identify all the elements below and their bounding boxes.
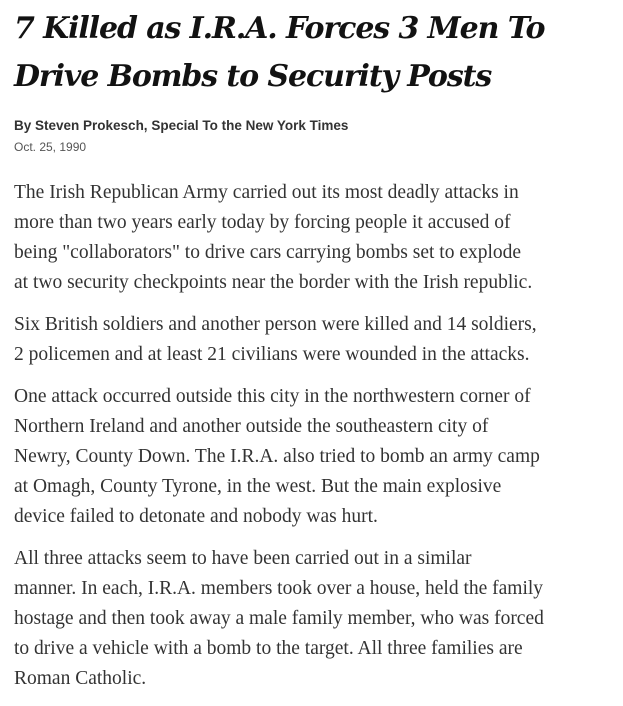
paragraph-line: Newry, County Down. The I.R.A. also tried to bomb an army camp xyxy=(14,446,540,467)
paragraph-line: Six British soldiers and another person were killed and 14 soldiers, xyxy=(14,314,537,335)
paragraph-line: at two security checkpoints near the border with the Irish republic. xyxy=(14,272,533,293)
paragraph-line: One attack occurred outside this city in the northwestern corner of xyxy=(14,386,531,407)
paragraph-line: The Irish Republican Army carried out its most deadly attacks in xyxy=(14,182,519,203)
paragraph-line: at Omagh, County Tyrone, in the west. But the main explosive xyxy=(14,476,502,497)
paragraph-3 xyxy=(14,382,614,532)
paragraph-line: 2 policemen and at least 21 civilians were wounded in the attacks. xyxy=(14,344,530,365)
paragraph-line: Roman Catholic. xyxy=(14,668,147,689)
paragraph-1 xyxy=(14,178,614,298)
publication-date: Oct. 25, 1990 xyxy=(14,140,87,154)
paragraph-line: device failed to detonate and nobody was hurt. xyxy=(14,506,378,527)
paragraph-4 xyxy=(14,544,614,694)
paragraph-line: hostage and then took away a male family member, who was forced xyxy=(14,608,544,629)
article-body xyxy=(14,178,614,694)
paragraph-line: manner. In each, I.R.A. members took over a house, held the family xyxy=(14,578,544,599)
paragraph-line: being "collaborators" to drive cars carrying bombs set to explode xyxy=(14,242,522,263)
paragraph-2 xyxy=(14,310,614,370)
article xyxy=(14,0,614,706)
paragraph-line: Northern Ireland and another outside the southeastern city of xyxy=(14,416,489,437)
byline: By Steven Prokesch, Special To the New York Times xyxy=(14,118,349,133)
paragraph-line: to drive a vehicle with a bomb to the target. All three families are xyxy=(14,638,523,659)
headline-line-1: 7 Killed as I.R.A. Forces 3 Men To xyxy=(14,11,545,46)
headline xyxy=(14,0,614,101)
headline-line-2: Drive Bombs to Security Posts xyxy=(14,59,492,94)
paragraph-line: more than two years early today by forcing people it accused of xyxy=(14,212,511,233)
paragraph-line: All three attacks seem to have been carried out in a similar xyxy=(14,548,472,569)
